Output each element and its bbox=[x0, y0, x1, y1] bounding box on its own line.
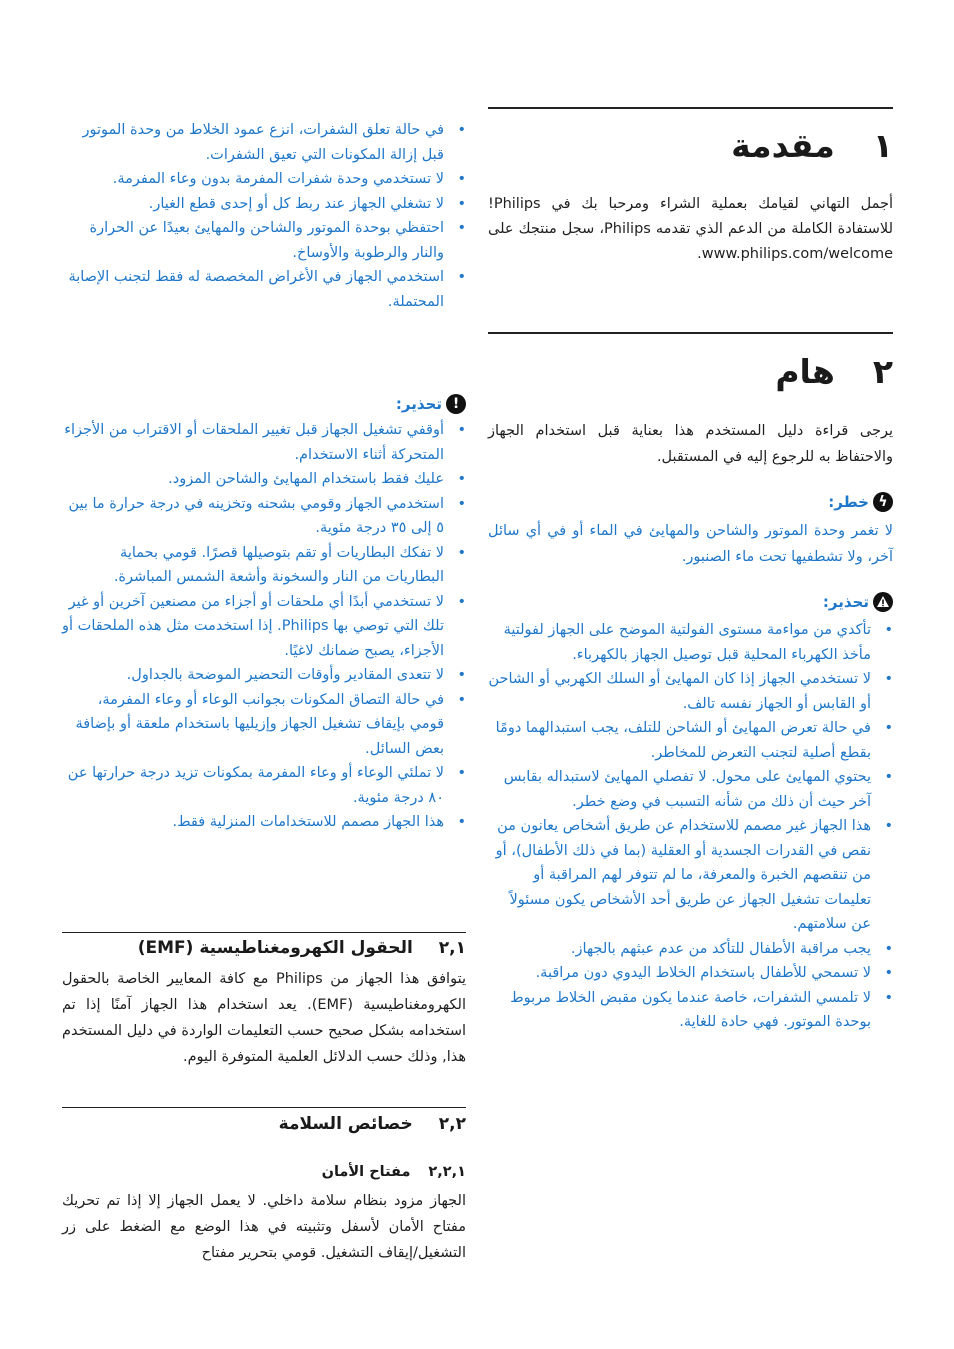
list-item: • لا تتعدى المقادير وأوقات التحضير الموضحة بالجداول. bbox=[62, 663, 444, 688]
caution-list bbox=[62, 418, 466, 835]
list-item: • لا تستخدمي وحدة شفرات المفرمة بدون وعاء المفرمة. bbox=[62, 167, 444, 192]
list-item: • هذا الجهاز مصمم للاستخدامات المنزلية فقط. bbox=[62, 810, 444, 835]
exclamation-icon: ! bbox=[446, 394, 466, 414]
section-title-important: ٢هام bbox=[775, 352, 893, 391]
danger-text: لا تغمر وحدة الموتور والشاحن والمهايئ في الماء أو في أي سائل آخر، ولا تشطفيها تحت ماء الصنبور. bbox=[488, 523, 893, 565]
list-item: • احتفظي بوحدة الموتور والشاحن والمهايئ بعيدًا عن الحرارة والنار والرطوبة والأوساخ. bbox=[62, 216, 444, 265]
section-divider bbox=[488, 107, 893, 109]
list-item: • لا تستخدمي أبدًا أي ملحقات أو أجزاء من مصنعين آخرين أو غير تلك التي توصي بها Philips. إذا استخدمت مثل هذه الملحقات أو الأجزاء، يصبح ضمانك لاغيًا. bbox=[62, 590, 444, 664]
list-item: • في حالة تعرض المهايئ أو الشاحن للتلف، يجب استبدالهما دومًا بقطع أصلية لتجنب التعرض للمخاطر. bbox=[488, 716, 871, 765]
caution-label: ! تحذير: bbox=[396, 394, 466, 414]
list-item: • لا تشغلي الجهاز عند ربط كل أو إحدى قطع الغيار. bbox=[62, 192, 444, 217]
list-item: • يحتوي المهايئ على محول. لا تفصلي المهايئ لاستبداله بقابس آخر حيث أن ذلك من شأنه التسبب في وضع خطر. bbox=[488, 765, 871, 814]
list-item: • لا تلمسي الشفرات، خاصة عندما يكون مقبض الخلاط مربوط بوحدة الموتور. فهي حادة للغاية. bbox=[488, 986, 871, 1035]
section-divider bbox=[488, 332, 893, 334]
list-item: • لا تفكك البطاريات أو تقم بتوصيلها قصرًا. قومي بحماية البطاريات من النار والسخونة وأشعة الشمس المباشرة. bbox=[62, 541, 444, 590]
warning-triangle-icon bbox=[873, 592, 893, 612]
left-top-list bbox=[62, 118, 466, 314]
list-item: • يجب مراقبة الأطفال للتأكد من عدم عبثهم بالجهاز. bbox=[488, 937, 871, 962]
list-item: • في حالة تعلق الشفرات، انزع عمود الخلاط من وحدة الموتور قبل إزالة المكونات التي تعيق الشفرات. bbox=[62, 118, 444, 167]
emf-paragraph: يتوافق هذا الجهاز من Philips مع كافة المعايير الخاصة بالحقول الكهرومغناطيسية (EMF). يعد استخدام هذا الجهاز آمنًا إذا تم استخدامه بشكل صحيح حسب التعليمات الواردة في دليل المستخدم هذا, وذلك حسب الدلائل العلمية المتوفرة اليوم. bbox=[62, 971, 467, 1065]
list-item: • في حالة التصاق المكونات بجوانب الوعاء أو وعاء المفرمة، قومي بإيقاف تشغيل الجهاز وإزيليها باستخدام ملعقة أو بإضافة بعض السائل. bbox=[62, 688, 444, 762]
list-item: • أوقفي تشغيل الجهاز قبل تغيير الملحقات أو الاقتراب من الأجزاء المتحركة أثناء الاستخدام. bbox=[62, 418, 444, 467]
list-item: • تأكدي من مواءمة مستوى الفولتية الموضح على الجهاز لفولتية مأخذ الكهرباء المحلية قبل توصيل الجهاز بالكهرباء. bbox=[488, 618, 871, 667]
list-item: • استخدمي الجهاز في الأغراض المخصصة له فقط لتجنب الإصابة المحتملة. bbox=[62, 265, 444, 314]
subsection-title-emf: ٢,١الحقول الكهرومغناطيسية (EMF) bbox=[137, 938, 466, 958]
safety-switch-paragraph: الجهاز مزود بنظام سلامة داخلي. لا يعمل الجهاز إلا إذا تم تحريك مفتاح الأمان لأسفل وتثبيته في هذا الوضع مع الضغط على زر التشغيل/إيقاف التشغيل. قومي بتحرير مفتاح bbox=[62, 1193, 466, 1261]
section-title-intro: ١مقدمة bbox=[731, 126, 893, 165]
subsection-divider bbox=[62, 1107, 466, 1108]
danger-label: ϟ خطر: bbox=[828, 492, 893, 512]
list-item: • لا تسمحي للأطفال باستخدام الخلاط اليدوي دون مراقبة. bbox=[488, 961, 871, 986]
warning-list bbox=[488, 618, 893, 1035]
list-item: • استخدمي الجهاز وقومي بشحنه وتخزينه في درجة حرارة ما بين ٥ إلى ٣٥ درجة مئوية. bbox=[62, 492, 444, 541]
list-item: • لا تملئي الوعاء أو وعاء المفرمة بمكونات تزيد درجة حرارتها عن ٨٠ درجة مئوية. bbox=[62, 761, 444, 810]
subsection-title-safety: ٢,٢خصائص السلامة bbox=[278, 1114, 466, 1134]
list-item: • هذا الجهاز غير مصمم للاستخدام عن طريق أشخاص يعانون من نقص في القدرات الجسدية أو العقلية (بما في ذلك الأطفال)، أو من تنقصهم الخبرة والمعرفة، ما لم تتوفر لهم المراقبة أو تعليمات تشغيل الجهاز عن طريق أحد الأشخاص يكون مسئولاً عن سلامتهم. bbox=[488, 814, 871, 937]
list-item: • عليك فقط باستخدام المهايئ والشاحن المزود. bbox=[62, 467, 444, 492]
warning-label: تحذير: bbox=[823, 592, 893, 612]
list-item: • لا تستخدمي الجهاز إذا كان المهايئ أو السلك الكهربي أو الشاحن أو القابس أو الجهاز نفسه تالف. bbox=[488, 667, 871, 716]
important-paragraph: يرجى قراءة دليل المستخدم هذا بعناية قبل استخدام الجهاز والاحتفاظ به للرجوع إليه في المستقبل. bbox=[488, 423, 893, 465]
intro-paragraph: أجمل التهاني لقيامك بعملية الشراء ومرحبا بك في Philips! للاستفادة الكاملة من الدعم الذي تقدمه Philips، سجل منتجك على www.philips.com/welcome. bbox=[488, 196, 893, 262]
subsubsection-title-safety-switch: ٢,٢,١مفتاح الأمان bbox=[321, 1164, 466, 1180]
lightning-icon: ϟ bbox=[873, 492, 893, 512]
subsection-divider bbox=[62, 932, 466, 933]
